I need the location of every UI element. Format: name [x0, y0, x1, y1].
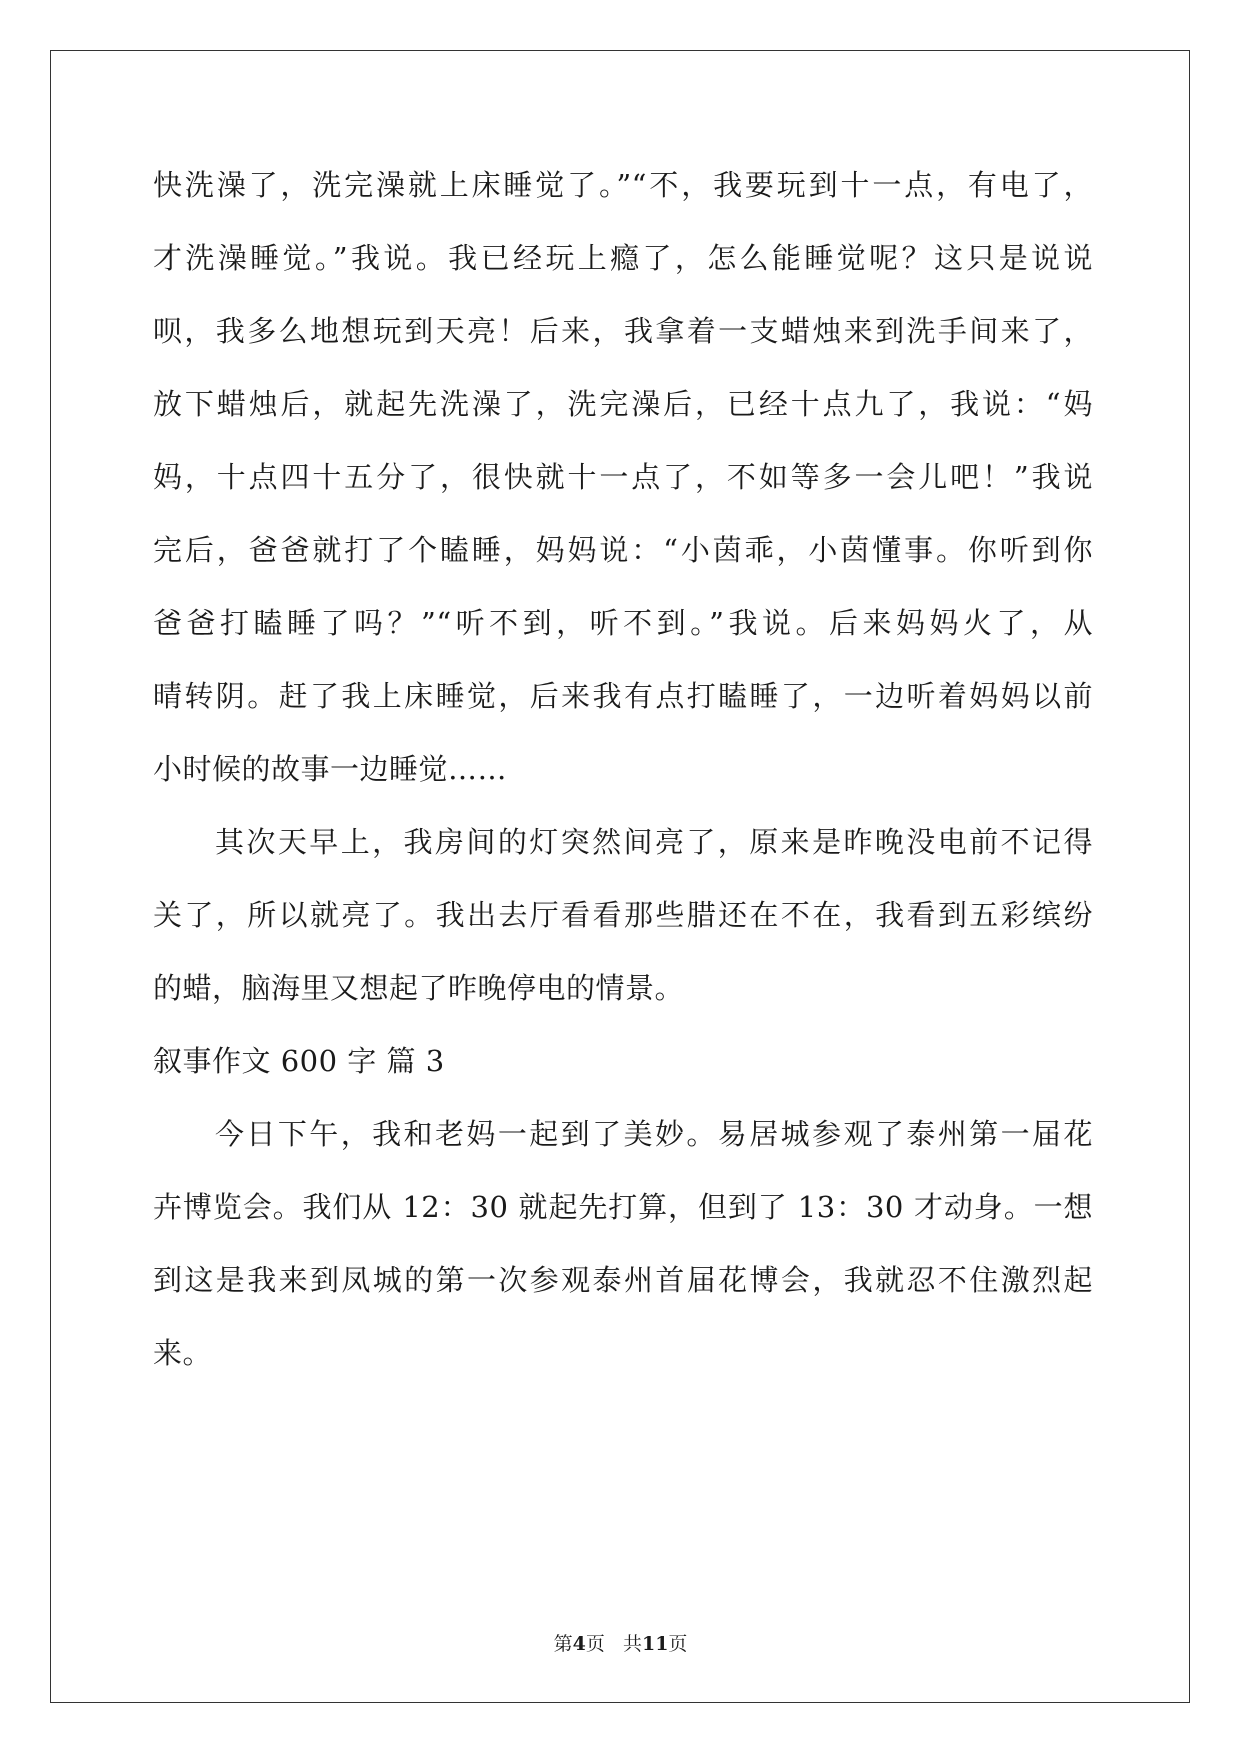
page-footer: [0, 1632, 1241, 1656]
text-line: 放下蜡烛后，就起先洗澡了，洗完澡后，已经十点九了，我说：“妈: [153, 387, 1093, 421]
text-line: 快洗澡了，洗完澡就上床睡觉了。”“不，我要玩到十一点，有电了，: [153, 168, 1093, 202]
section-heading: 叙事作文 600 字 篇 3: [153, 1044, 445, 1078]
text-line: 爸爸打瞌睡了吗？”“听不到，听不到。”我说。后来妈妈火了，从: [153, 606, 1093, 640]
footer-prefix: 第: [553, 1633, 573, 1655]
text-line: 到这是我来到凤城的第一次参观泰州首届花博会，我就忍不住激烈起: [153, 1263, 1093, 1297]
text-line: 妈，十点四十五分了，很快就十一点了，不如等多一会儿吧！”我说: [153, 460, 1093, 494]
footer-total-suffix: 页: [668, 1633, 688, 1655]
paragraph-first-line: 其次天早上，我房间的灯突然间亮了，原来是昨晚没电前不记得: [215, 825, 1093, 859]
text-line: 的蜡，脑海里又想起了昨晚停电的情景。: [153, 971, 685, 1005]
paragraph-first-line: 今日下午，我和老妈一起到了美妙。易居城参观了泰州第一届花: [215, 1117, 1093, 1151]
text-line: 卉博览会。我们从 12：30 就起先打算，但到了 13：30 才动身。一想: [153, 1190, 1093, 1224]
footer-total-prefix: 共: [622, 1633, 642, 1655]
total-page-count: 11: [641, 1633, 669, 1655]
footer-page-suffix: 页: [585, 1633, 605, 1655]
current-page-number: 4: [572, 1633, 586, 1655]
text-line: 完后，爸爸就打了个瞌睡，妈妈说：“小茵乖，小茵懂事。你听到你: [153, 533, 1093, 567]
text-line: 呗，我多么地想玩到天亮！后来，我拿着一支蜡烛来到洗手间来了，: [153, 314, 1093, 348]
page-border: [50, 50, 1190, 1703]
text-line: 晴转阴。赶了我上床睡觉，后来我有点打瞌睡了，一边听着妈妈以前: [153, 679, 1093, 713]
text-line: 小时候的故事一边睡觉……: [153, 752, 508, 786]
text-line: 关了，所以就亮了。我出去厅看看那些腊还在不在，我看到五彩缤纷: [153, 898, 1093, 932]
text-line: 才洗澡睡觉。”我说。我已经玩上瘾了，怎么能睡觉呢？这只是说说: [153, 241, 1093, 275]
text-line: 来。: [153, 1336, 213, 1370]
